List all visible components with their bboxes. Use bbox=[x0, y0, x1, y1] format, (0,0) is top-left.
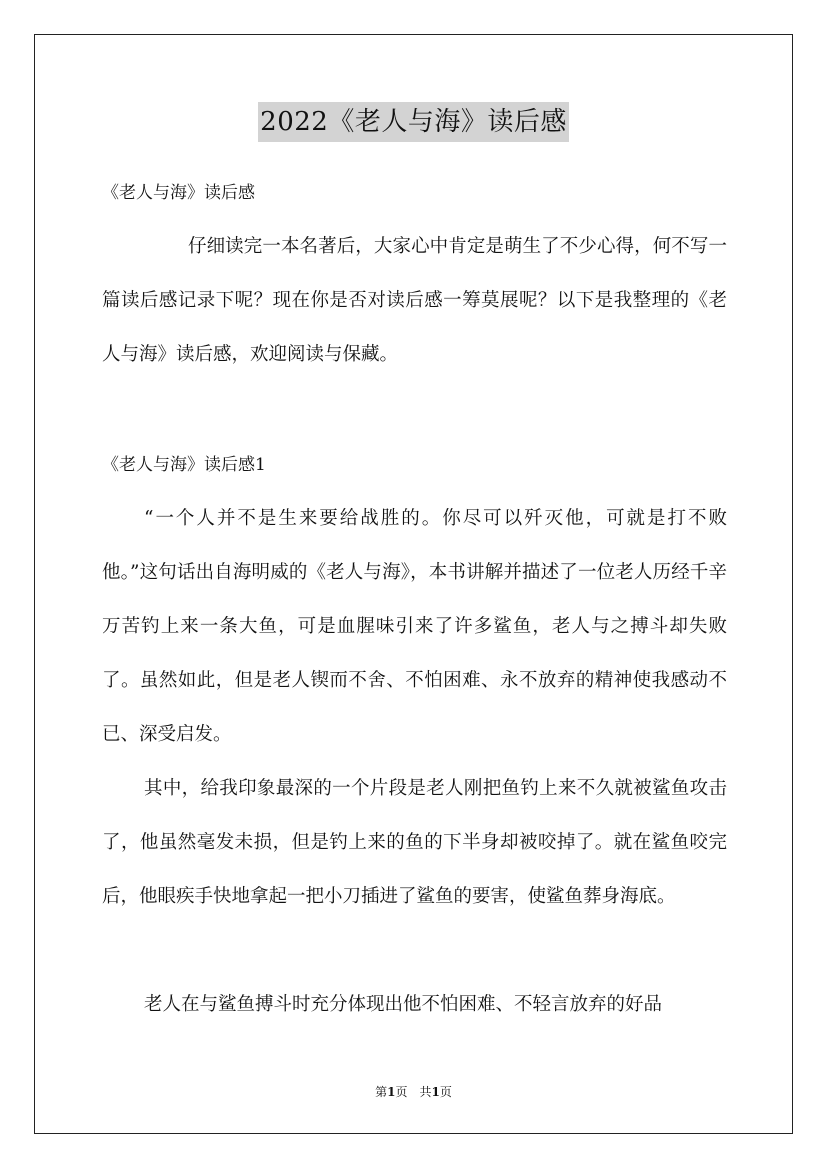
intro-paragraph: 仔细读完一本名著后，大家心中肯定是萌生了不少心得，何不写一篇读后感记录下呢？现在你是否对读后感一筹莫展呢？以下是我整理的《老人与海》读后感，欢迎阅读与保藏。 bbox=[102, 236, 727, 365]
title-container bbox=[0, 102, 827, 142]
body-paragraph-3: 老人在与鲨鱼搏斗时充分体现出他不怕困难、不轻言放弃的好品 bbox=[144, 994, 663, 1015]
subtitle: 《老人与海》读后感 bbox=[102, 183, 255, 203]
footer-page-suffix: 页 bbox=[439, 1085, 452, 1099]
footer-page-prefix: 第 bbox=[375, 1085, 388, 1099]
body-paragraph-1: “一个人并不是生来要给战胜的。你尽可以歼灭他，可就是打不败他。”这句话出自海明威的《老人与海》，本书讲解并描述了一位老人历经千辛万苦钓上来一条大鱼，可是血腥味引来了许多鲨鱼，老人与之搏斗却失败了。虽然如此，但是老人锲而不舍、不怕困难、永不放弃的精神使我感动不已、深受启发。 bbox=[102, 508, 727, 745]
section-heading: 《老人与海》读后感1 bbox=[102, 455, 266, 475]
page-footer bbox=[0, 1083, 827, 1101]
body-paragraph-2: 其中，给我印象最深的一个片段是老人刚把鱼钓上来不久就被鲨鱼攻击了，他虽然毫发未损，但是钓上来的鱼的下半身却被咬掉了。就在鲨鱼咬完后，他眼疾手快地拿起一把小刀插进了鲨鱼的要害，使鲨鱼葬身海底。 bbox=[102, 778, 727, 907]
footer-page-mid: 页 共 bbox=[395, 1085, 432, 1099]
footer-page-total: 1 bbox=[431, 1085, 440, 1099]
footer-page-current: 1 bbox=[387, 1085, 396, 1099]
document-title: 2022《老人与海》读后感 bbox=[258, 102, 569, 142]
